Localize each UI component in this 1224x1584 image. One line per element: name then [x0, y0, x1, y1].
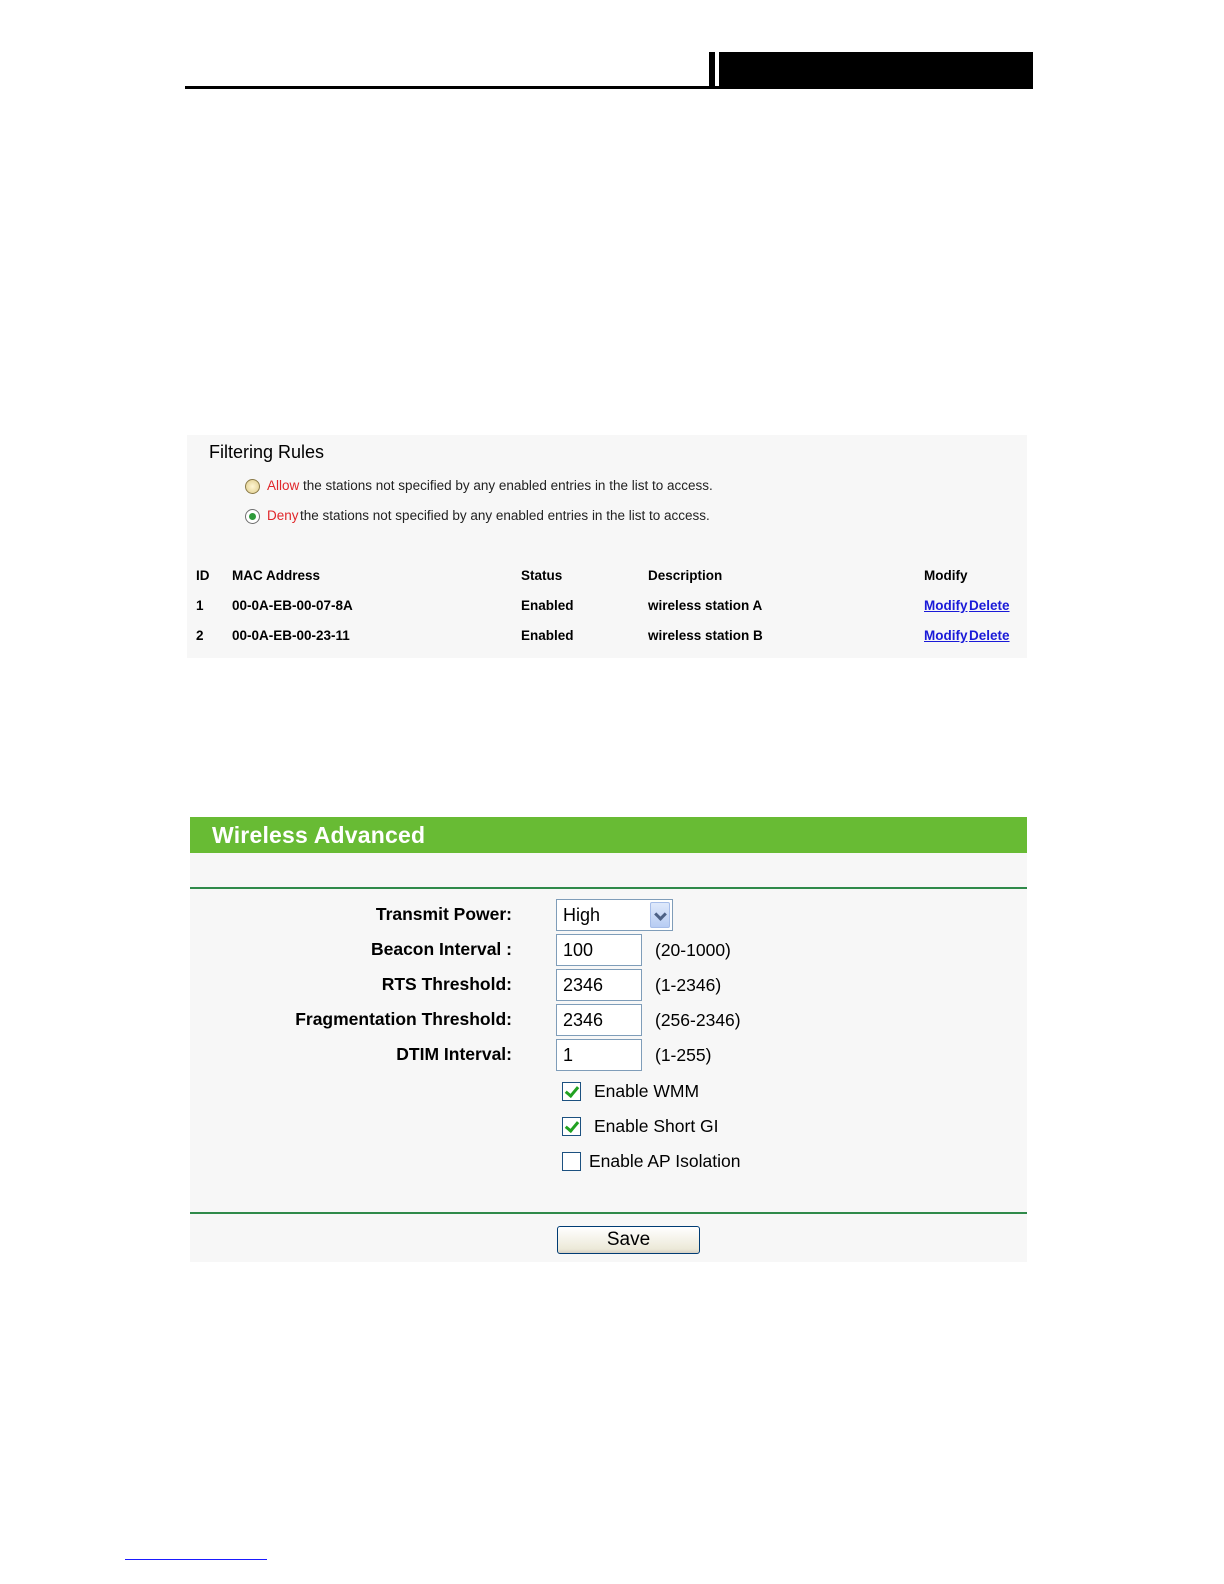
- col-header-status: Status: [521, 568, 563, 583]
- beacon-interval-label: Beacon Interval :: [370, 939, 512, 959]
- row-id: 2: [196, 628, 204, 643]
- row-id: 1: [196, 598, 204, 613]
- col-header-mac: MAC Address: [232, 568, 321, 583]
- divider-bottom: [190, 1212, 1027, 1214]
- save-button[interactable]: Save: [557, 1226, 700, 1254]
- enable-short-gi-checkbox[interactable]: [562, 1117, 581, 1136]
- dtim-interval-range: (1-255): [655, 1045, 712, 1065]
- row-description: wireless station B: [648, 628, 763, 643]
- row-status: Enabled: [521, 628, 574, 643]
- filtering-rules-title: Filtering Rules: [209, 442, 325, 462]
- enable-wmm-label[interactable]: Enable WMM: [594, 1081, 700, 1101]
- col-header-description: Description: [648, 568, 723, 583]
- row-actions: [924, 626, 1010, 646]
- transmit-power-value: High: [563, 905, 601, 925]
- beacon-interval-input[interactable]: 100: [556, 934, 642, 966]
- allow-rule-text: the stations not specified by any enabled entries in the list to access.: [303, 478, 713, 493]
- transmit-power-select[interactable]: [556, 899, 673, 931]
- deny-rule-text: the stations not specified by any enabled entries in the list to access.: [300, 508, 710, 523]
- enable-ap-isolation-checkbox[interactable]: [562, 1152, 581, 1171]
- deny-radio[interactable]: [245, 509, 260, 524]
- allow-keyword: Allow: [267, 478, 300, 493]
- header-rule: [185, 86, 1033, 89]
- row-status: Enabled: [521, 598, 574, 613]
- rts-threshold-range: (1-2346): [655, 975, 722, 995]
- enable-ap-isolation-label[interactable]: Enable AP Isolation: [589, 1151, 741, 1171]
- footer-link-underline: [125, 1559, 267, 1560]
- filtering-rules-panel: [187, 435, 1027, 658]
- row-mac: 00-0A-EB-00-23-11: [232, 628, 350, 643]
- modify-link[interactable]: Modify: [924, 598, 968, 613]
- row-mac: 00-0A-EB-00-07-8A: [232, 598, 353, 613]
- radio-selected-dot: [249, 513, 256, 520]
- row-description: wireless station A: [648, 598, 763, 613]
- dtim-interval-label: DTIM Interval:: [396, 1044, 512, 1064]
- fragmentation-threshold-input[interactable]: 2346: [556, 1004, 642, 1036]
- enable-short-gi-label[interactable]: Enable Short GI: [594, 1116, 719, 1136]
- delete-link[interactable]: Delete: [969, 598, 1010, 613]
- modify-link[interactable]: Modify: [924, 628, 968, 643]
- enable-wmm-checkbox[interactable]: [562, 1082, 581, 1101]
- divider-top: [190, 887, 1027, 889]
- chevron-down-icon[interactable]: [650, 902, 670, 928]
- rts-threshold-label: RTS Threshold:: [381, 974, 512, 994]
- row-actions: [924, 596, 1010, 616]
- wireless-advanced-title: Wireless Advanced: [212, 822, 426, 848]
- delete-link[interactable]: Delete: [969, 628, 1010, 643]
- transmit-power-label: Transmit Power:: [375, 904, 512, 924]
- fragmentation-threshold-label: Fragmentation Threshold:: [295, 1009, 512, 1029]
- beacon-interval-range: (20-1000): [655, 940, 731, 960]
- wireless-advanced-header: [190, 817, 1027, 853]
- wireless-advanced-panel: [190, 817, 1027, 1262]
- col-header-id: ID: [196, 568, 210, 583]
- allow-radio[interactable]: [245, 479, 260, 494]
- rts-threshold-input[interactable]: 2346: [556, 969, 642, 1001]
- col-header-modify: Modify: [924, 568, 968, 583]
- deny-keyword: Deny: [267, 508, 299, 523]
- header-black-box: [709, 52, 1033, 89]
- fragmentation-threshold-range: (256-2346): [655, 1010, 741, 1030]
- dtim-interval-input[interactable]: 1: [556, 1039, 642, 1071]
